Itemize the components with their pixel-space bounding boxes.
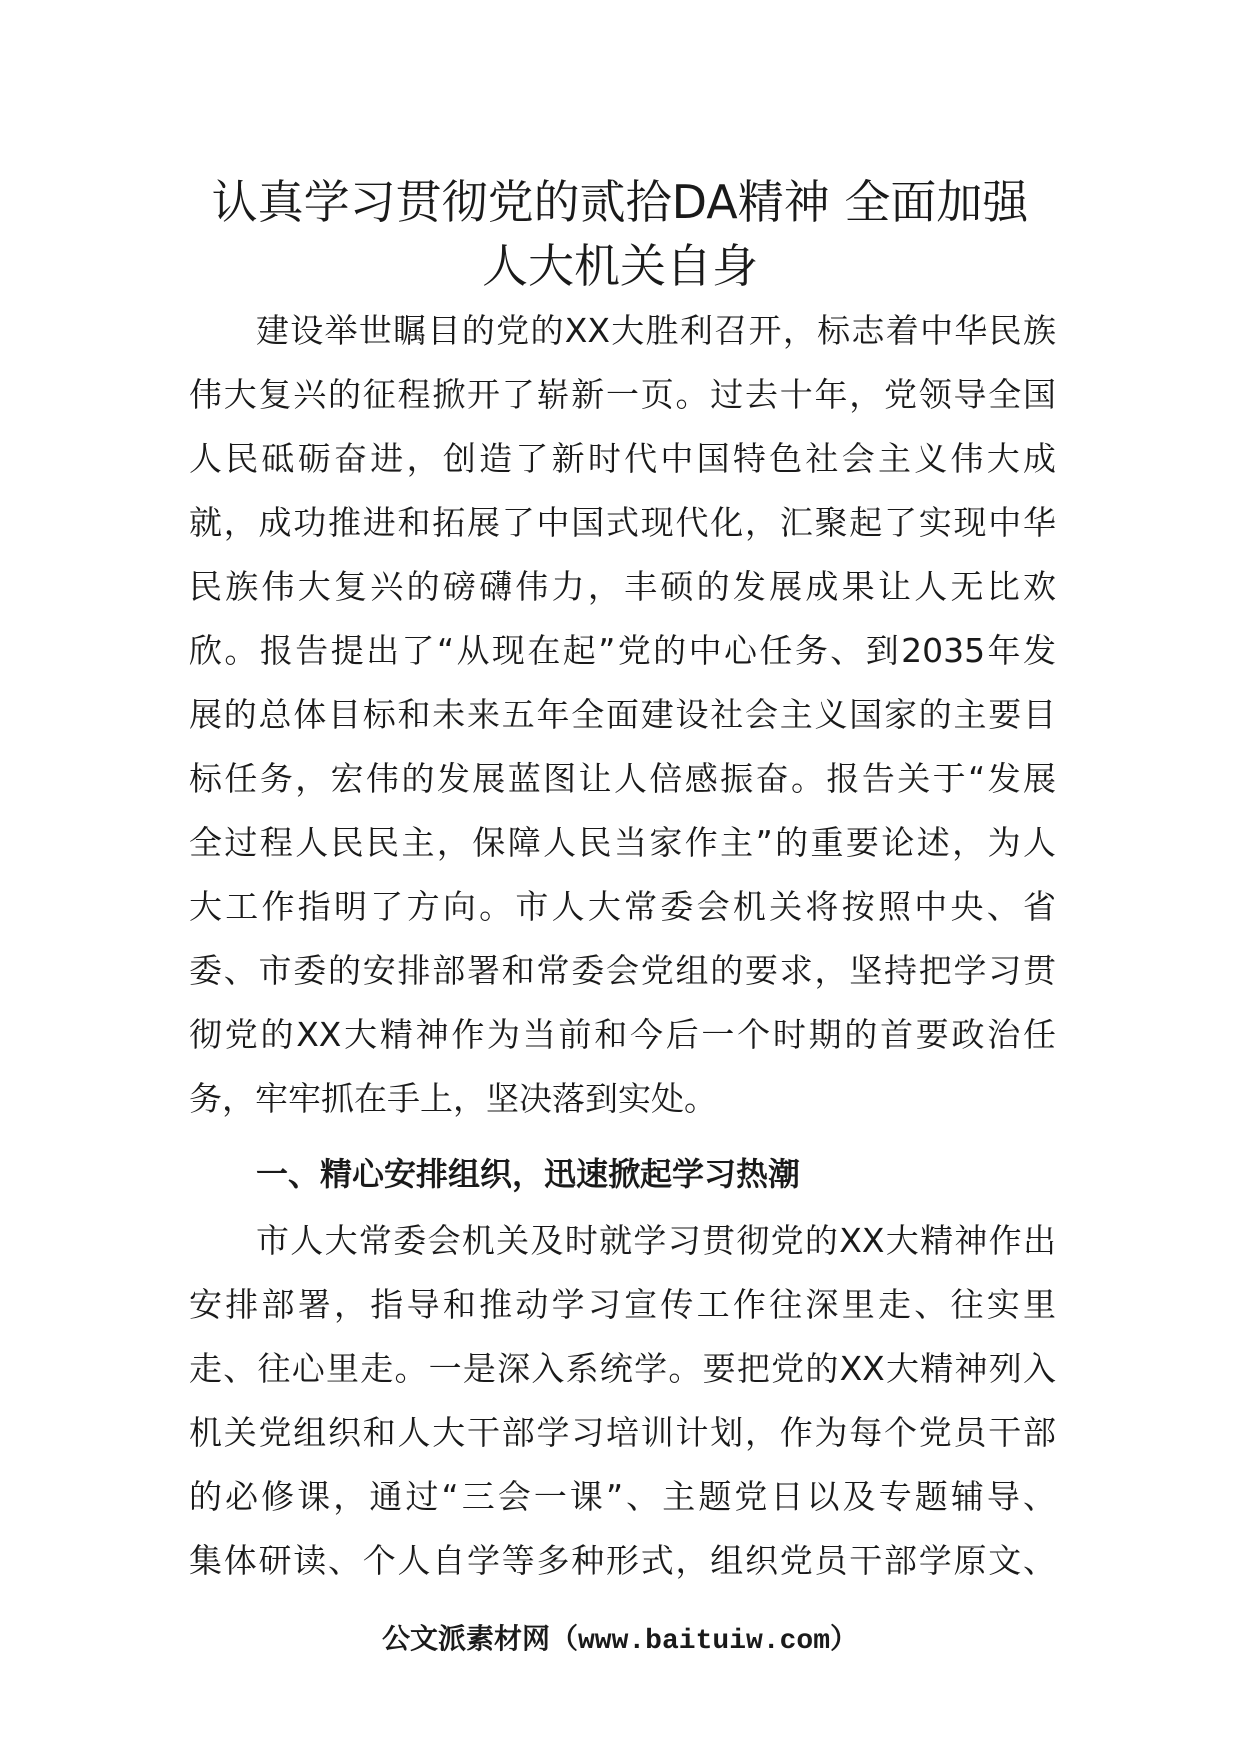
body-line: 标任务，宏伟的发展蓝图让人倍感振奋。报告关于“发展 bbox=[189, 759, 1056, 798]
body-line: 人民砥砺奋进，创造了新时代中国特色社会主义伟大成 bbox=[189, 439, 1056, 478]
body-line: 机关党组织和人大干部学习培训计划，作为每个党员干部 bbox=[189, 1413, 1056, 1452]
body-line: 务，牢牢抓在手上，坚决落到实处。 bbox=[189, 1079, 717, 1118]
page-footer-watermark: 公文派素材网（www.baituiw.com） bbox=[381, 1626, 859, 1657]
section-heading: 一、精心安排组织，迅速掀起学习热潮 bbox=[256, 1155, 801, 1193]
body-line: 就，成功推进和拓展了中国式现代化，汇聚起了实现中华 bbox=[189, 503, 1056, 542]
body-line: 大工作指明了方向。市人大常委会机关将按照中央、省 bbox=[189, 887, 1056, 926]
body-line: 建设举世瞩目的党的XX大胜利召开，标志着中华民族 bbox=[256, 311, 1056, 350]
document-body bbox=[189, 299, 1056, 1593]
intro-paragraph bbox=[189, 299, 1056, 1131]
body-line: 委、市委的安排部署和常委会党组的要求，坚持把学习贯 bbox=[189, 951, 1056, 990]
body-line: 展的总体目标和未来五年全面建设社会主义国家的主要目 bbox=[189, 695, 1056, 734]
section-paragraph bbox=[189, 1209, 1056, 1593]
body-line: 民族伟大复兴的磅礴伟力，丰硕的发展成果让人无比欢 bbox=[189, 567, 1056, 606]
body-line: 伟大复兴的征程掀开了崭新一页。过去十年，党领导全国 bbox=[189, 375, 1056, 414]
title-line-1: 认真学习贯彻党的贰拾DA精神 全面加强 bbox=[211, 175, 1029, 229]
body-line: 安排部署，指导和推动学习宣传工作往深里走、往实里 bbox=[189, 1285, 1056, 1324]
document-title bbox=[120, 170, 1120, 298]
body-line: 集体研读、个人自学等多种形式，组织党员干部学原文、 bbox=[189, 1541, 1056, 1580]
body-line: 全过程人民民主，保障人民当家作主”的重要论述，为人 bbox=[189, 823, 1056, 862]
body-line: 的必修课，通过“三会一课”、主题党日以及专题辅导、 bbox=[189, 1477, 1056, 1516]
body-line: 彻党的XX大精神作为当前和今后一个时期的首要政治任 bbox=[189, 1015, 1056, 1054]
body-line: 欣。报告提出了“从现在起”党的中心任务、到2035年发 bbox=[189, 631, 1056, 670]
title-line-2: 人大机关自身 bbox=[482, 239, 758, 293]
body-line: 走、往心里走。一是深入系统学。要把党的XX大精神列入 bbox=[189, 1349, 1056, 1388]
body-line: 市人大常委会机关及时就学习贯彻党的XX大精神作出 bbox=[256, 1221, 1056, 1260]
